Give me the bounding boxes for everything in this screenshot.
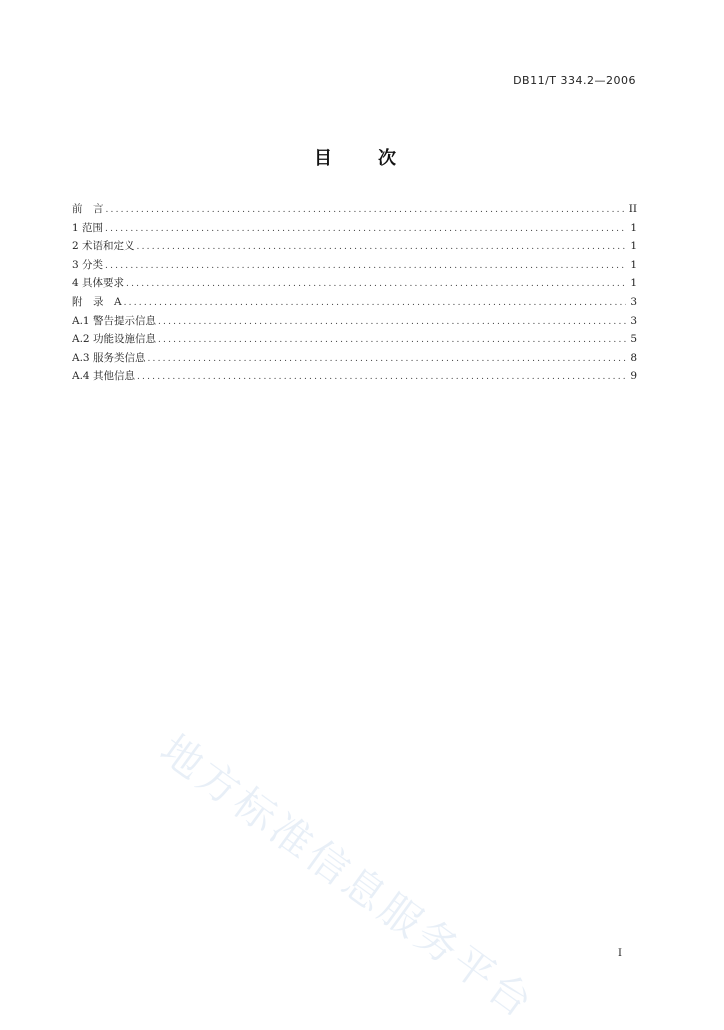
- toc-entry-page: 1: [630, 277, 637, 290]
- toc-entry-a4[interactable]: [72, 368, 637, 387]
- watermark: 地方标准信息服务平台: [151, 725, 544, 1029]
- toc-entry-label: A.4 其他信息: [72, 370, 135, 383]
- toc-entry-label: 4 具体要求: [72, 277, 125, 290]
- toc-entry-label: A.1 警告提示信息: [72, 314, 156, 327]
- toc-leader-dots: [158, 335, 626, 345]
- toc-entry-page: 3: [630, 314, 637, 327]
- toc-entry-page: 1: [630, 221, 637, 234]
- toc-entry-page: 3: [630, 295, 637, 308]
- toc-entry-foreword[interactable]: [72, 201, 637, 220]
- toc-leader-dots: [105, 224, 626, 234]
- toc-entry-label: A.2 功能设施信息: [72, 333, 156, 346]
- toc-entry-a3[interactable]: [72, 350, 637, 369]
- toc-entry-label: 2 术语和定义: [72, 240, 135, 253]
- toc-entry-classification[interactable]: [72, 257, 637, 276]
- toc-entry-page: 1: [630, 240, 637, 253]
- toc-entry-a2[interactable]: [72, 331, 637, 350]
- toc-entry-label: 附 录 A: [72, 295, 122, 308]
- toc-entry-scope[interactable]: [72, 220, 637, 239]
- toc-entry-label: 前 言: [72, 203, 104, 215]
- toc-leader-dots: [124, 298, 627, 308]
- toc-entry-label: 3 分类: [72, 258, 104, 271]
- page-title: 目 次: [314, 148, 410, 169]
- table-of-contents: [72, 201, 637, 387]
- toc-entry-a1[interactable]: [72, 313, 637, 332]
- toc-entry-appendix-a[interactable]: [72, 294, 637, 313]
- toc-entry-requirements[interactable]: [72, 275, 637, 294]
- toc-leader-dots: [137, 372, 626, 382]
- page-number: I: [618, 948, 622, 959]
- toc-leader-dots: [158, 317, 626, 327]
- toc-entry-page: II: [628, 203, 637, 215]
- toc-leader-dots: [106, 205, 625, 215]
- toc-leader-dots: [105, 261, 626, 271]
- toc-leader-dots: [126, 279, 626, 289]
- standard-code: DB11/T 334.2—2006: [513, 74, 636, 87]
- toc-entry-page: 8: [630, 351, 637, 364]
- toc-leader-dots: [137, 242, 627, 252]
- toc-entry-terms[interactable]: [72, 238, 637, 257]
- toc-entry-page: 5: [630, 333, 637, 346]
- toc-entry-label: 1 范围: [72, 221, 104, 234]
- toc-leader-dots: [147, 354, 626, 364]
- toc-entry-page: 1: [630, 258, 637, 271]
- toc-entry-page: 9: [630, 370, 637, 383]
- toc-entry-label: A.3 服务类信息: [72, 351, 146, 364]
